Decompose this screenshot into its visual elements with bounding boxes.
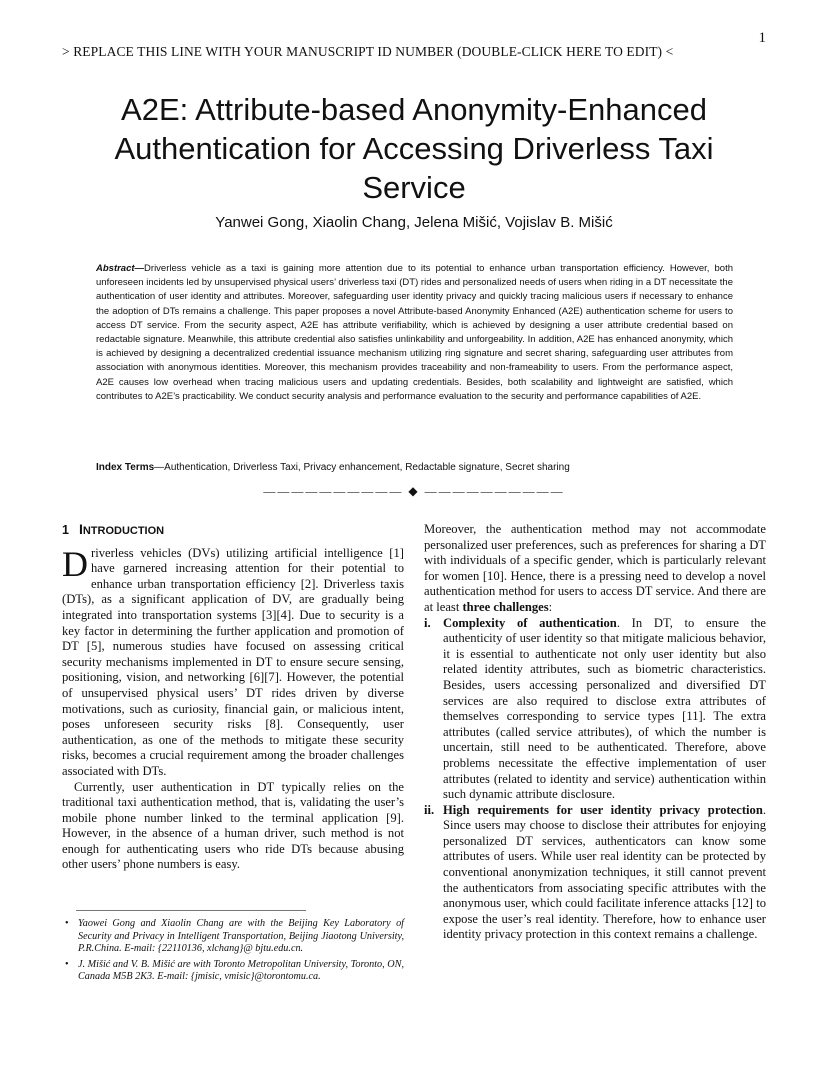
index-terms-label: Index Terms — [96, 462, 155, 473]
list-marker: i. — [424, 615, 431, 630]
body-paragraph: Currently, user authentication in DT typically relies on the traditional taxi authentication method, that is, validating the user’s mobile phone number linked to the terminal application [9]. However, in the absence of a human driver, such method is not enough for authenticating users who ride DTs because abusing other users’ phone numbers is easy. — [62, 779, 404, 872]
index-terms — [96, 462, 733, 473]
drop-cap: D — [62, 543, 88, 584]
index-terms-dash: — — [154, 462, 165, 473]
paragraph-text: : — [548, 599, 553, 614]
paper-title — [62, 90, 766, 207]
section-title-initial: I — [78, 521, 83, 537]
title-line: A2E: Attribute-based Anonymity-Enhanced — [121, 92, 707, 127]
challenge-text: . In DT, to ensure the authenticity of user identity so that mitigate malicious behavior, it is essential to authenticate not only user identity but also related identity attributes, such as biometric characteristics. Besides, users accessing personalized and diversified DT services are also required to disclose extra attributes of themselves corresponding to service types [11]. The extra attributes (called service attributes), of which the number is uncertain, still need to be authenticated. Therefore, above problems necessitate the effective implementation of user attributes (related to identity and service) authentication within such dynamic attribute disclosure. — [443, 615, 767, 802]
section-divider: —————————— ◆ —————————— — [263, 484, 565, 498]
section-number: 1 — [62, 523, 69, 537]
footnote-divider — [76, 910, 306, 911]
challenge-title: Complexity of authentication — [443, 615, 617, 630]
abstract-dash: — — [134, 263, 145, 274]
list-marker: ii. — [424, 802, 435, 817]
section-heading — [62, 522, 404, 540]
manuscript-header-line[interactable]: > REPLACE THIS LINE WITH YOUR MANUSCRIPT ID NUMBER (DOUBLE-CLICK HERE TO EDIT) < — [62, 44, 674, 59]
challenge-item — [424, 803, 766, 943]
title-line: Authentication for Accessing Driverless Taxi — [114, 131, 714, 166]
challenge-title: High requirements for user identity privacy protection — [443, 802, 763, 817]
author-list: Yanwei Gong, Xiaolin Chang, Jelena Mišić, Vojislav B. Mišić — [215, 214, 613, 231]
paragraph-text: Moreover, the authentication method may not accommodate personalized user preferences, such as preferences for sharing a DT with individuals of a specific gender, which is particularly relevant for women [10]. Hence, there is a pressing need to develop a novel authentication method for users to access DT service. And there are at least — [424, 522, 766, 614]
emphasis-text: three challenges — [462, 599, 549, 614]
challenge-item — [424, 616, 766, 803]
challenge-text: . Since users may choose to disclose their attributes for enjoying personalized DT services, authenticators can know some attributes of users. While user real identity can be protected by conventional anonymization techniques, it still cannot prevent the authenticators from associating specific attributes with the anonymous user, which could facilitate inference attacks [12] to expose the user’s real identity. Therefore, how to enhance user identity privacy protection in this context remains a challenge. — [443, 802, 766, 942]
title-line: Service — [362, 170, 466, 205]
challenges-list — [424, 616, 766, 943]
abstract-label: Abstract — [96, 263, 135, 274]
bullet-icon: • — [65, 918, 69, 929]
footnotes — [62, 918, 404, 987]
body-paragraph — [424, 522, 766, 616]
bullet-icon: • — [65, 958, 69, 970]
abstract — [96, 262, 733, 404]
abstract-text: Driverless vehicle as a taxi is gaining more attention due to its potential to enhance urban transportation efficiency. However, both unforeseen incidents led by unsupervised physical users’ driverless taxi (DT) rides and personalized needs of users when riding in a DT necessitate the authentication of user identity and attributes. Moreover, safeguarding user identity privacy and quickly tracing malicious users if necessary to enhance the adoption of DTs remains a challenge. This paper proposes a novel Attribute-based Anonymity Enhanced (A2E) authentication scheme for users to access DT service. From the security aspect, A2E has attribute verifiability, which is achieved by designing a user attribute credential based on redactable signature. Meanwhile, this attribute credential also satisfies unlinkability and unforgeability. In addition, A2E has enhanced anonymity, which is achieved by designing a decentralized credential issuance mechanism utilizing ring signature and secret sharing, safeguarding user attributes from association with anonymous identities. Moreover, this mechanism provides traceability and non-frameability to users. From the performance aspect, A2E causes low overhead when tracing malicious users and updating credentials. Besides, both scalability and lightweight are satisfied, which contributes to A2E’s practicability. We conduct security analysis and performance evaluation to the security and performance capabilities of A2E. — [96, 263, 733, 402]
index-terms-text: Authentication, Driverless Taxi, Privacy enhancement, Redactable signature, Secret sharing — [164, 462, 570, 473]
intro-paragraph — [62, 543, 404, 780]
intro-paragraph-text: riverless vehicles (DVs) utilizing artificial intelligence [1] have garnered increasing attention for their potential to enhance urban transportation efficiency [2]. Driverless taxis (DTs), as a significant application of DV, are gradually being integrated into transportation systems [3][4]. Due to security is a key factor in determining the further application and promotion of DT [5], numerous studies have focused on assessing critical security mechanisms implemented in DT to ensure secure sensing, positioning, vision, and networking [6][7]. However, the potential of unsupervised physical users’ DT rides driven by diverse motivations, such as curiosity, financial gain, or malicious intent, poses unforeseen security risks [8]. Consequently, user authentication, as one of the methods to mitigate these security risks, becomes a crucial requirement among the broader challenges associated with DTs. — [62, 545, 404, 778]
footnote-item — [62, 959, 404, 984]
right-column — [424, 522, 766, 943]
footnote-text: J. Mišić and V. B. Mišić are with Toronto Metropolitan University, Toronto, ON, Canada M5B 2K3. E-mail: {jmisic, vmisic}@torontomu.ca. — [78, 958, 404, 983]
footnote-item — [62, 918, 404, 956]
left-column — [62, 522, 404, 873]
page-number: 1 — [758, 30, 766, 46]
section-title-rest: NTRODUCTION — [82, 525, 165, 537]
footnote-text: Yaowei Gong and Xiaolin Chang are with the Beijing Key Laboratory of Security and Privacy in Intelligent Transportation, Beijing Jiaotong University, P.R.China. E-mail: {22110136, xlchang}@ bjtu.edu.cn. — [78, 918, 404, 955]
